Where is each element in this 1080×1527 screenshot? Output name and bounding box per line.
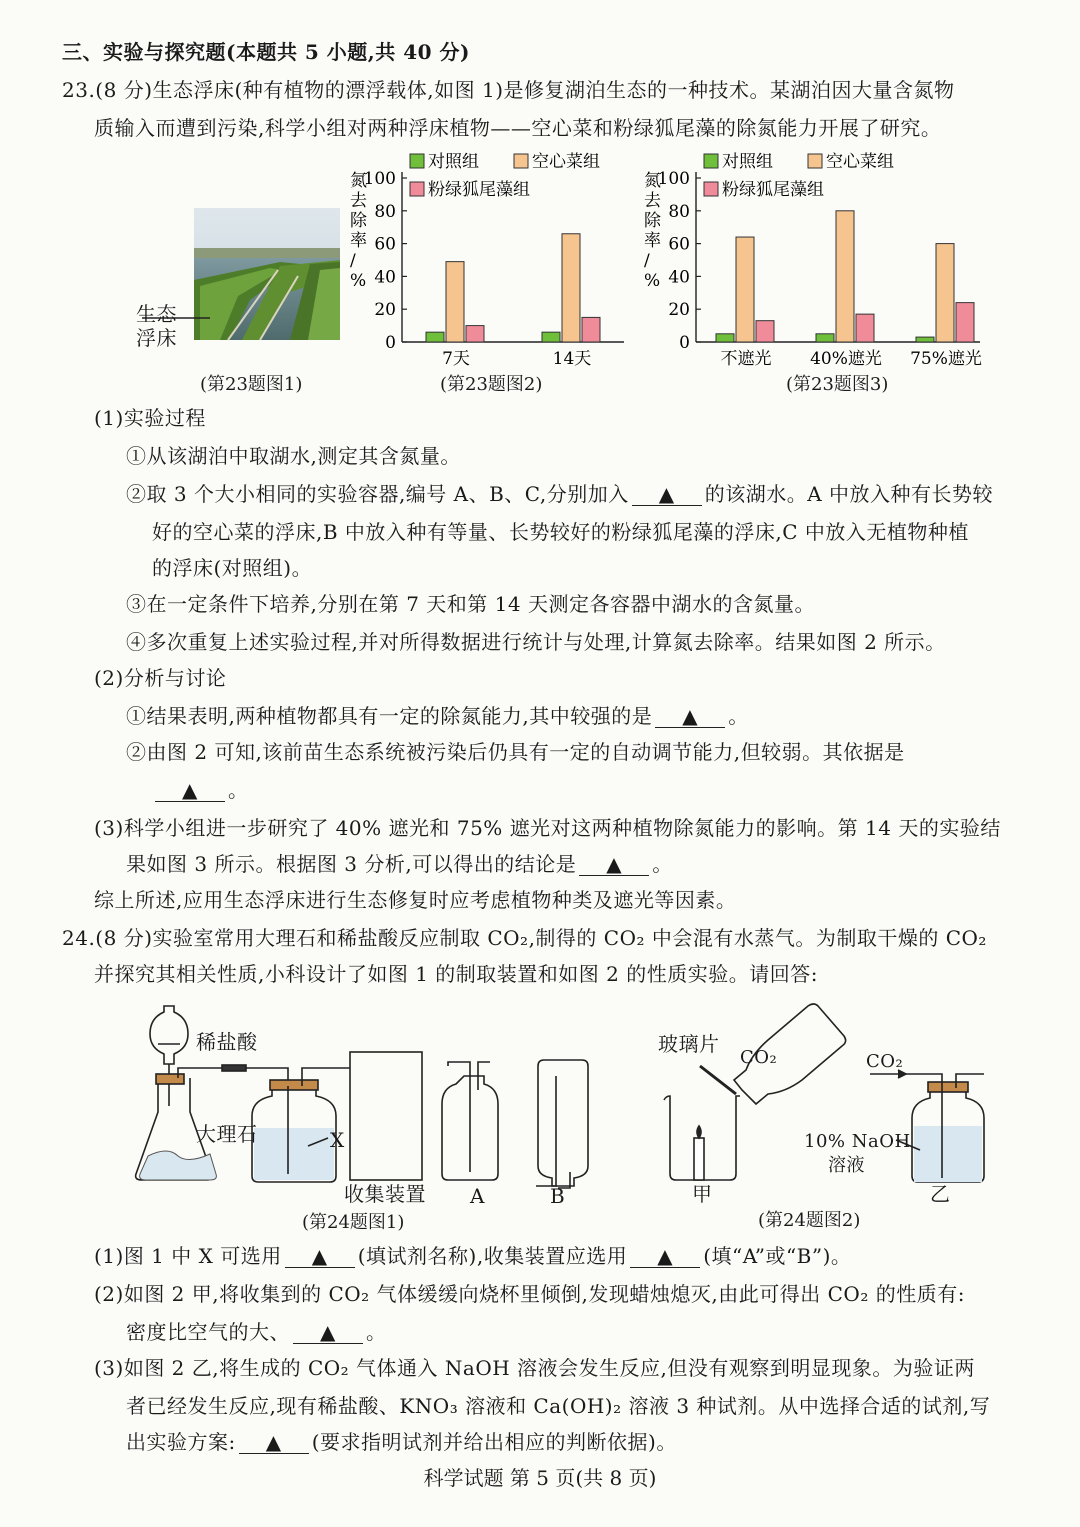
q23-figure2-chart (338, 148, 630, 366)
legend-swatch-2 (410, 182, 424, 196)
legend-swatch-2 (704, 182, 718, 196)
q23-fig3-caption: (第23题图3) (786, 374, 889, 395)
y-tick-label: 80 (374, 201, 396, 222)
label-bottle-b: B (550, 1184, 566, 1208)
legend-label-1: 空心菜组 (532, 152, 600, 172)
y-tick-label: 80 (668, 201, 690, 222)
label-yi: 乙 (930, 1182, 951, 1206)
q23-part1-step4: ④多次重复上述实验过程,并对所得数据进行统计与处理,计算氮去除率。结果如图 2 所示。 (126, 630, 946, 654)
q23-part2-q2: ②由图 2 可知,该前苗生态系统被污染后仍具有一定的自动调节能力,但较弱。其依据是 (126, 740, 905, 764)
bar-粉绿狐尾藻组-不遮光 (756, 321, 774, 342)
label-jia: 甲 (692, 1182, 713, 1206)
q24-part1-text-c: (填“A”或“B”)。 (703, 1244, 852, 1268)
label-dilute-hcl: 稀盐酸 (196, 1030, 258, 1054)
bar-粉绿狐尾藻组-14天 (582, 317, 600, 342)
q23-step2-text-a: ②取 3 个大小相同的实验容器,编号 A、B、C,分别加入 (126, 482, 629, 506)
y-tick-label: 100 (363, 169, 396, 189)
q24-part3-line2: 者已经发生反应,现有稀盐酸、KNO₃ 溶液和 Ca(OH)₂ 溶液 3 种试剂。从中选择合适的试剂,写 (126, 1394, 991, 1418)
y-axis-label-char: / (644, 251, 650, 271)
q23-part1-heading: (1)实验过程 (94, 406, 206, 430)
page-footer: 科学试题 第 5 页(共 8 页) (423, 1466, 657, 1490)
q23-figure3-chart (632, 148, 982, 366)
legend-label-1: 空心菜组 (826, 152, 894, 172)
y-axis-label-char: / (350, 251, 356, 271)
x-tick-label: 75%遮光 (910, 349, 982, 366)
q23-intro-line1: 23.(8 分)生态浮床(种有植物的漂浮载体,如图 1)是修复湖泊生态的一种技术。某湖泊因大量含氮物 (62, 78, 955, 102)
label-naoh-line2: 溶液 (828, 1155, 865, 1176)
q23-part2-heading: (2)分析与讨论 (94, 666, 227, 690)
legend-label-2: 粉绿狐尾藻组 (428, 180, 530, 200)
label-marble: 大理石 (196, 1122, 258, 1146)
bar-空心菜组-14天 (562, 234, 580, 342)
y-axis-label-char: 除 (350, 211, 367, 231)
q23-blank-4[interactable]: ▲ (579, 853, 649, 876)
y-axis-label-char: % (350, 271, 367, 291)
q23-blank-2[interactable]: ▲ (655, 705, 725, 728)
q24-blank-4[interactable]: ▲ (239, 1431, 309, 1454)
bar-空心菜组-75%遮光 (936, 244, 954, 342)
q23-part2-q1 (126, 702, 749, 730)
section-title: 三、实验与探究题(本题共 5 小题,共 40 分) (62, 40, 470, 64)
q24-part3-line1: (3)如图 2 乙,将生成的 CO₂ 气体通入 NaOH 溶液会发生反应,但没有观察到明显现象。为验证两 (94, 1356, 975, 1380)
wash-bottle-stopper (270, 1080, 318, 1090)
legend-label-2: 粉绿狐尾藻组 (722, 180, 824, 200)
q23-part3-line2 (126, 850, 673, 878)
fig1-label-line1: 生态 (136, 302, 177, 326)
bar-对照组-40%遮光 (816, 334, 834, 342)
separatory-funnel (150, 1006, 188, 1064)
y-axis-label-char: 率 (644, 231, 661, 251)
y-tick-label: 0 (385, 333, 396, 353)
y-tick-label: 100 (657, 169, 690, 189)
q24-part1-text-b: (填试剂名称),收集装置应选用 (357, 1244, 628, 1268)
q23-summary: 综上所述,应用生态浮床进行生态修复时应考虑植物种类及遮光等因素。 (94, 888, 737, 912)
bar-空心菜组-7天 (446, 262, 464, 342)
q24-blank-1[interactable]: ▲ (285, 1245, 355, 1268)
bottle-a-long-tube (448, 1062, 470, 1172)
bar-粉绿狐尾藻组-75%遮光 (956, 303, 974, 342)
q23-part1-step3: ③在一定条件下培养,分别在第 7 天和第 14 天测定各容器中湖水的含氮量。 (126, 592, 815, 616)
label-collection-device: 收集装置 (344, 1182, 426, 1206)
label-x: X (330, 1128, 345, 1152)
q24-part1-text-a: (1)图 1 中 X 可选用 (94, 1244, 282, 1268)
y-tick-label: 20 (668, 300, 690, 321)
q24-blank-2[interactable]: ▲ (630, 1245, 700, 1268)
glass-slide (700, 1066, 736, 1094)
naoh-solution (914, 1126, 982, 1182)
q23-fig2-caption: (第23题图2) (440, 374, 543, 395)
flask-stopper (156, 1074, 184, 1084)
y-axis-label-char: 氮 (644, 171, 661, 191)
q23-part1-step2-line1 (126, 480, 993, 508)
q23-blank-1[interactable]: ▲ (632, 483, 702, 506)
q24-intro-line2: 并探究其相关性质,小科设计了如图 1 的制取装置和如图 2 的性质实验。请回答: (94, 962, 818, 986)
bar-对照组-75%遮光 (916, 337, 934, 342)
q23-part1-step2-line2: 好的空心菜的浮床,B 中放入种有等量、长势较好的粉绿狐尾藻的浮床,C 中放入无植物种植 (152, 520, 969, 544)
q23-blank-3[interactable]: ▲ (155, 779, 225, 802)
q23-part3-end: 。 (652, 852, 673, 876)
bar-粉绿狐尾藻组-40%遮光 (856, 314, 874, 342)
y-axis-label-char: 率 (350, 231, 367, 251)
q23-part3-line1: (3)科学小组进一步研究了 40% 遮光和 75% 遮光对这两种植物除氮能力的影响。第 14 天的实验结 (94, 816, 1001, 840)
bar-空心菜组-40%遮光 (836, 211, 854, 342)
candle-wick (697, 1126, 701, 1138)
label-naoh-line1: 10% NaOH (804, 1131, 911, 1152)
rubber-connector (222, 1065, 246, 1071)
candle (694, 1138, 704, 1180)
x-tick-label: 7天 (442, 349, 470, 366)
legend-swatch-0 (410, 154, 424, 168)
wash-liquid (254, 1128, 334, 1180)
y-tick-label: 20 (374, 300, 396, 321)
y-tick-label: 0 (679, 333, 690, 353)
q23-part1-step2-line3: 的浮床(对照组)。 (152, 556, 313, 580)
bar-对照组-14天 (542, 332, 560, 342)
legend-swatch-0 (704, 154, 718, 168)
x-tick-label: 不遮光 (720, 349, 772, 366)
q23-part2-q1-text: ①结果表明,两种植物都具有一定的除氮能力,其中较强的是 (126, 704, 653, 728)
q24-part2-end: 。 (366, 1320, 387, 1344)
collection-box (350, 1052, 422, 1180)
y-tick-label: 40 (668, 267, 690, 288)
q24-part3-line3 (126, 1428, 677, 1456)
q24-part2-text: 密度比空气的大、 (126, 1320, 290, 1344)
q24-intro-line1: 24.(8 分)实验室常用大理石和稀盐酸反应制取 CO₂,制得的 CO₂ 中会混有水蒸气。为制取干燥的 CO₂ (62, 926, 987, 950)
y-axis-label-char: 去 (350, 191, 367, 211)
x-tick-label: 40%遮光 (810, 349, 882, 366)
y-axis-label-char: 去 (644, 191, 661, 211)
q24-part3-text: 出实验方案: (126, 1430, 236, 1454)
legend-label-0: 对照组 (428, 152, 479, 172)
fig1-label-line2: 浮床 (136, 326, 177, 350)
q23-part1-step1: ①从该湖泊中取湖水,测定其含氮量。 (126, 444, 461, 468)
q23-intro-line2: 质输入而遭到污染,科学小组对两种浮床植物——空心菜和粉绿狐尾藻的除氮能力开展了研究。 (94, 116, 942, 140)
q24-part3-end: (要求指明试剂并给出相应的判断依据)。 (311, 1430, 677, 1454)
y-axis-label-char: % (644, 271, 661, 291)
q23-part2-q2-end: 。 (228, 778, 249, 802)
y-tick-label: 60 (668, 234, 690, 255)
q24-part2-line1: (2)如图 2 甲,将收集到的 CO₂ 气体缓缓向烧杯里倾倒,发现蜡烛熄灭,由此可得出 CO₂ 的性质有: (94, 1282, 965, 1306)
legend-swatch-1 (808, 154, 822, 168)
q23-part2-q1-end: 。 (728, 704, 749, 728)
naoh-bottle-stopper (928, 1082, 968, 1092)
x-tick-label: 14天 (552, 349, 592, 366)
legend-swatch-1 (514, 154, 528, 168)
bar-粉绿狐尾藻组-7天 (466, 326, 484, 342)
label-co2-arrow: CO₂ (866, 1051, 904, 1072)
label-bottle-a: A (470, 1184, 485, 1208)
bar-空心菜组-不遮光 (736, 237, 754, 342)
label-co2-bottle: CO₂ (740, 1047, 778, 1068)
q24-part2-line2 (126, 1318, 387, 1346)
bar-对照组-不遮光 (716, 334, 734, 342)
bar-对照组-7天 (426, 332, 444, 342)
q24-part1 (94, 1242, 851, 1270)
y-tick-label: 60 (374, 234, 396, 255)
q24-fig2-caption: (第24题图2) (758, 1210, 861, 1231)
q23-part3-text: 果如图 3 所示。根据图 3 分析,可以得出的结论是 (126, 852, 577, 876)
y-tick-label: 40 (374, 267, 396, 288)
q23-part2-q2-answer (152, 776, 249, 804)
y-axis-label-char: 氮 (350, 171, 367, 191)
bottle-b (538, 1060, 588, 1186)
label-glass-slide: 玻璃片 (658, 1032, 720, 1056)
q23-step2-text-b: 的该湖水。A 中放入种有长势较 (704, 482, 994, 506)
legend-label-0: 对照组 (722, 152, 773, 172)
y-axis-label-char: 除 (644, 211, 661, 231)
q24-blank-3[interactable]: ▲ (293, 1321, 363, 1344)
q24-fig1-caption: (第24题图1) (302, 1212, 405, 1233)
q23-fig1-caption: (第23题图1) (200, 374, 303, 395)
